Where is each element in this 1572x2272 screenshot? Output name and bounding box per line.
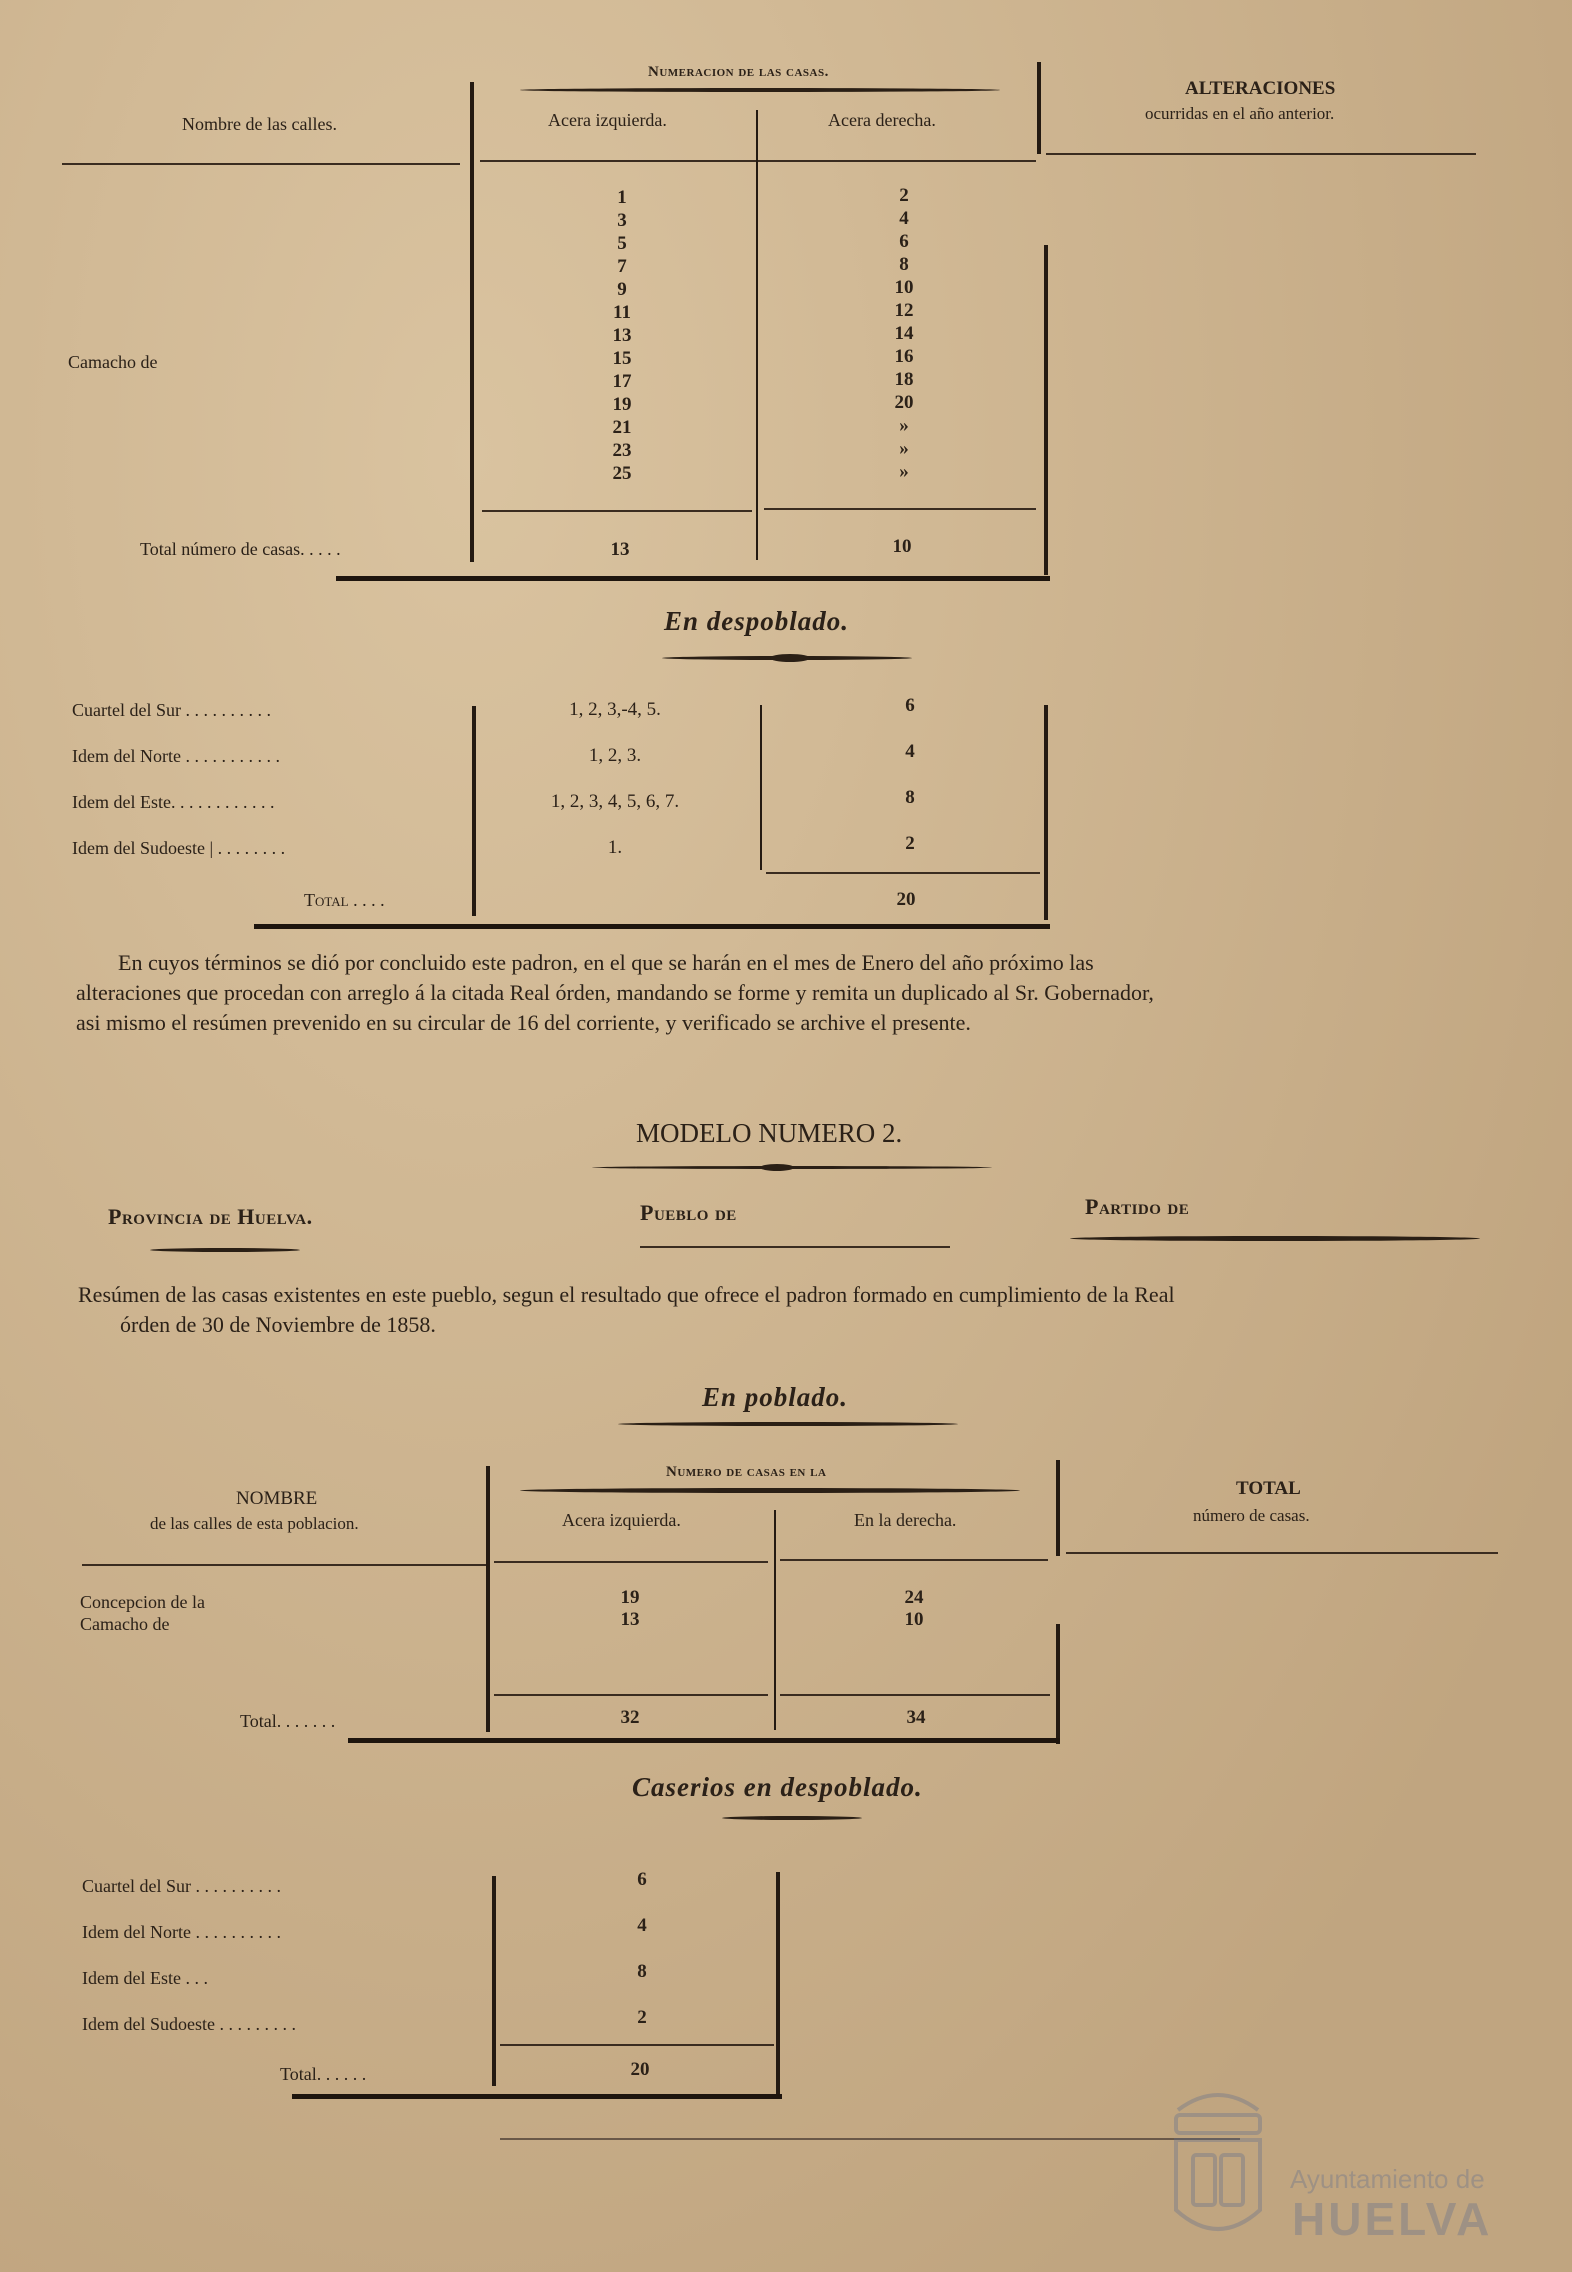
watermark-line-1: Ayuntamiento de [1290, 2164, 1485, 2194]
t1-right-cell: 2 [899, 185, 909, 206]
t1-header-numeracion: Numeracion de las casas. [648, 64, 829, 80]
t1-header-alt-2: ocurridas en el año anterior. [1145, 104, 1335, 123]
t1-left-cell: 19 [612, 394, 632, 415]
t1-right-cell: 20 [894, 392, 914, 413]
t1-left-cell: 13 [612, 325, 632, 346]
t1-right-cell: 18 [894, 369, 914, 390]
t1-left-cell: 23 [612, 440, 632, 461]
t1-street: Camacho de [68, 352, 158, 372]
t4-row-value: 8 [637, 1961, 647, 1982]
t3-header-nombre-1: NOMBRE [236, 1488, 318, 1509]
t1-right-cell: 14 [894, 323, 914, 344]
paragraph-line-1: En cuyos términos se dió por concluido este padron, en el que se harán en el mes de Enero del año próximo las [118, 950, 1094, 975]
t1-total-right: 10 [892, 536, 912, 557]
t3-header-izq: Acera izquierda. [562, 1510, 681, 1530]
provincia-label: Provincia de Huelva. [108, 1204, 313, 1229]
t2-row-name: Cuartel del Sur . . . . . . . . . . [72, 700, 271, 720]
t1-header-der: Acera derecha. [828, 110, 936, 130]
t1-right-cell: » [899, 438, 909, 459]
t1-right-cell: » [899, 461, 909, 482]
t1-header-izq: Acera izquierda. [548, 110, 667, 130]
t1-left-cell: 9 [617, 279, 627, 300]
t2-row-right: 2 [905, 833, 915, 854]
t4-row-name: Idem del Este . . . [82, 1968, 208, 1988]
t2-row-name: Idem del Norte . . . . . . . . . . . [72, 746, 280, 766]
closing-paragraph [76, 948, 1496, 1038]
t2-row-left: 1, 2, 3,-4, 5. [569, 699, 661, 720]
t3-total-label: Total. . . . . . . [240, 1711, 336, 1731]
t2-total-label: Total . . . . [304, 890, 385, 910]
t2-row-right: 6 [905, 695, 915, 716]
t3-header-total-2: número de casas. [1193, 1506, 1310, 1525]
resumen-line-2: órden de 30 de Noviembre de 1858. [120, 1312, 436, 1337]
t1-right-cell: 16 [894, 346, 914, 367]
t4-row-value: 6 [637, 1869, 647, 1890]
t1-left-cell: 17 [612, 371, 632, 392]
pueblo-label: Pueblo de [640, 1200, 737, 1225]
t4-row-name: Idem del Sudoeste . . . . . . . . . [82, 2014, 296, 2034]
t2-row-name: Idem del Este. . . . . . . . . . . . [72, 792, 275, 812]
t1-header-alt-1: ALTERACIONES [1185, 78, 1336, 99]
t3-total-right: 34 [906, 1707, 926, 1728]
t4-title: Caserios en despoblado. [632, 1772, 923, 1802]
t2-row-left: 1, 2, 3. [588, 745, 642, 766]
t1-left-cell: 15 [612, 348, 632, 369]
t1-left-cell: 5 [617, 233, 627, 254]
t3-row-right: 10 [904, 1609, 924, 1630]
huelva-crest-icon [1158, 2070, 1278, 2250]
t1-left-cell: 11 [613, 302, 631, 323]
t2-row-name: Idem del Sudoeste | . . . . . . . . [72, 838, 286, 858]
t1-left-cell: 1 [617, 187, 627, 208]
t3-header-numero: Numero de casas en la [666, 1464, 827, 1480]
t3-row-left: 13 [620, 1609, 640, 1630]
t1-left-cell: 7 [617, 256, 627, 277]
t2-row-left: 1. [607, 837, 623, 858]
t3-header-total-1: TOTAL [1236, 1478, 1301, 1499]
t1-right-cell: 8 [899, 254, 909, 275]
paragraph-line-2: alteraciones que procedan con arreglo á la citada Real órden, mandando se forme y remita un duplicado al Sr. Gobernador, [76, 980, 1154, 1005]
t1-right-cell: 4 [899, 208, 909, 229]
t1-total-label: Total número de casas. . . . . [140, 539, 341, 559]
partido-label: Partido de [1085, 1194, 1190, 1219]
t4-total: 20 [630, 2059, 650, 2080]
t3-row-left: 19 [620, 1587, 640, 1608]
t1-right-cell: » [899, 415, 909, 436]
t2-row-right: 4 [905, 741, 915, 762]
watermark-line-2: HUELVA [1292, 2193, 1493, 2245]
t4-row-value: 4 [637, 1915, 647, 1936]
t3-total-left: 32 [620, 1707, 640, 1728]
t4-row-name: Cuartel del Sur . . . . . . . . . . [82, 1876, 281, 1896]
paragraph-line-3: asi mismo el resúmen prevenido en su circular de 16 del corriente, y verificado se archive el presente. [76, 1010, 971, 1035]
t4-row-name: Idem del Norte . . . . . . . . . . [82, 1922, 281, 1942]
modelo-title: MODELO NUMERO 2. [636, 1118, 903, 1148]
t4-row-value: 2 [637, 2007, 647, 2028]
t1-header-ornament [520, 88, 1000, 92]
t1-right-cell: 12 [894, 300, 914, 321]
t3-title: En poblado. [702, 1382, 849, 1412]
t2-title: En despoblado. [664, 606, 850, 636]
t1-left-cell: 3 [617, 210, 627, 231]
t1-right-cell: 6 [899, 231, 909, 252]
t1-header-nombre: Nombre de las calles. [182, 114, 337, 134]
resumen-line-1: Resúmen de las casas existentes en este pueblo, segun el resultado que ofrece el padron formado en cumplimiento de la Real [78, 1282, 1175, 1307]
resumen-text [78, 1280, 1498, 1340]
t3-row-right: 24 [904, 1587, 924, 1608]
t2-row-right: 8 [905, 787, 915, 808]
t2-row-left: 1, 2, 3, 4, 5, 6, 7. [550, 791, 680, 812]
t1-total-left: 13 [610, 539, 630, 560]
t3-row-name: Camacho de [80, 1614, 170, 1634]
t1-right-cell: 10 [894, 277, 914, 298]
t3-header-nombre-2: de las calles de esta poblacion. [150, 1514, 359, 1533]
t4-total-label: Total. . . . . . [280, 2064, 367, 2084]
t3-row-name: Concepcion de la [80, 1592, 205, 1612]
t1-left-cell: 21 [612, 417, 632, 438]
t2-total: 20 [896, 889, 916, 910]
t1-left-cell: 25 [612, 463, 632, 484]
t3-header-der: En la derecha. [854, 1510, 957, 1530]
